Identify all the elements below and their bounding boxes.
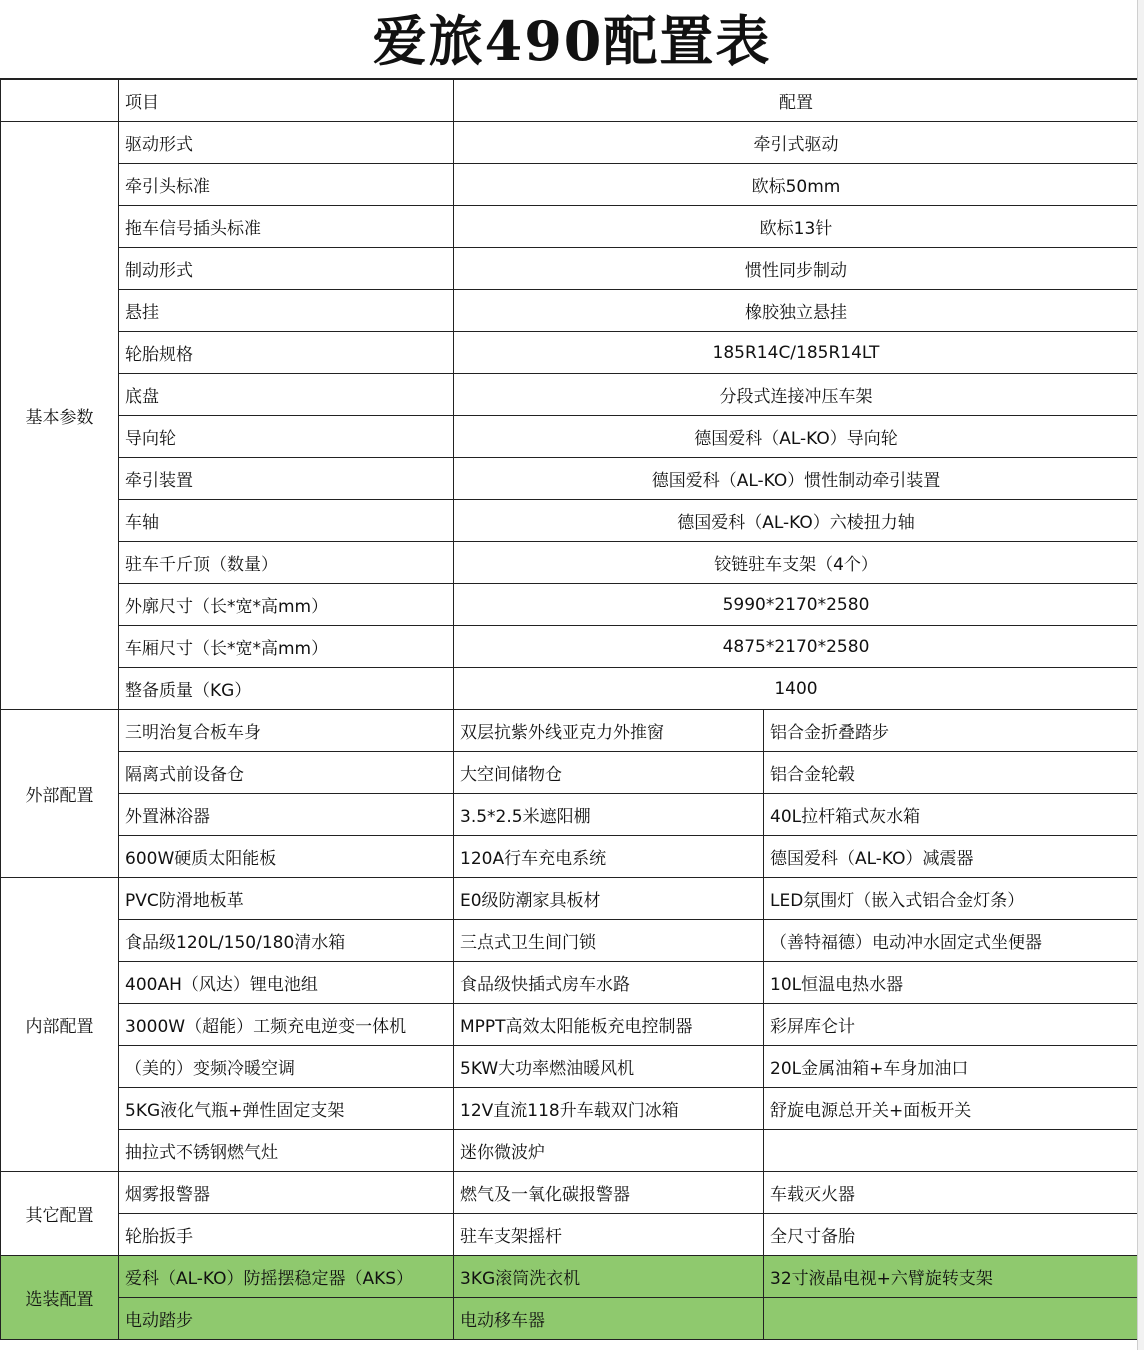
basic-row — [1, 374, 1139, 416]
feature-cell: 驻车支架摇杆 — [454, 1214, 764, 1256]
header-row — [1, 80, 1139, 122]
value-cell: 欧标13针 — [454, 206, 1139, 248]
feature-cell: 食品级快插式房车水路 — [454, 962, 764, 1004]
interior-row — [1, 920, 1139, 962]
value-cell: 德国爱科（AL-KO）惯性制动牵引装置 — [454, 458, 1139, 500]
interior-row — [1, 878, 1139, 920]
feature-cell: 三点式卫生间门锁 — [454, 920, 764, 962]
other-row — [1, 1172, 1139, 1214]
item-cell: 导向轮 — [119, 416, 454, 458]
feature-cell: 12V直流118升车载双门冰箱 — [454, 1088, 764, 1130]
feature-cell: LED氛围灯（嵌入式铝合金灯条） — [764, 878, 1139, 920]
exterior-row — [1, 836, 1139, 878]
feature-cell: 铝合金轮毂 — [764, 752, 1139, 794]
item-cell: 制动形式 — [119, 248, 454, 290]
item-cell: 外廓尺寸（长*宽*高mm） — [119, 584, 454, 626]
value-cell: 铰链驻车支架（4个） — [454, 542, 1139, 584]
interior-row — [1, 962, 1139, 1004]
basic-row — [1, 332, 1139, 374]
feature-cell: 彩屏库仑计 — [764, 1004, 1139, 1046]
group-label-interior: 内部配置 — [1, 878, 119, 1172]
feature-cell: PVC防滑地板革 — [119, 878, 454, 920]
feature-cell: 迷你微波炉 — [454, 1130, 764, 1172]
feature-cell: （美的）变频冷暖空调 — [119, 1046, 454, 1088]
feature-cell: 3.5*2.5米遮阳棚 — [454, 794, 764, 836]
group-label-basic: 基本参数 — [1, 122, 119, 710]
window-edge — [1137, 0, 1144, 1350]
feature-cell — [764, 1298, 1139, 1340]
value-cell: 牵引式驱动 — [454, 122, 1139, 164]
exterior-row — [1, 752, 1139, 794]
item-cell: 拖车信号插头标准 — [119, 206, 454, 248]
value-cell: 德国爱科（AL-KO）六棱扭力轴 — [454, 500, 1139, 542]
basic-row — [1, 458, 1139, 500]
group-label-exterior: 外部配置 — [1, 710, 119, 878]
header-blank-cell — [1, 80, 119, 122]
basic-row — [1, 584, 1139, 626]
item-cell: 驻车千斤顶（数量） — [119, 542, 454, 584]
basic-row — [1, 164, 1139, 206]
feature-cell: 3000W（超能）工频充电逆变一体机 — [119, 1004, 454, 1046]
feature-cell: 5KW大功率燃油暖风机 — [454, 1046, 764, 1088]
feature-cell: 600W硬质太阳能板 — [119, 836, 454, 878]
feature-cell — [764, 1130, 1139, 1172]
item-cell: 车轴 — [119, 500, 454, 542]
spec-table — [0, 79, 1139, 1340]
exterior-row — [1, 710, 1139, 752]
item-cell: 轮胎规格 — [119, 332, 454, 374]
value-cell: 1400 — [454, 668, 1139, 710]
basic-row — [1, 500, 1139, 542]
group-label-other: 其它配置 — [1, 1172, 119, 1256]
basic-row — [1, 248, 1139, 290]
item-cell: 车厢尺寸（长*宽*高mm） — [119, 626, 454, 668]
feature-cell: 三明治复合板车身 — [119, 710, 454, 752]
basic-row — [1, 668, 1139, 710]
value-cell: 惯性同步制动 — [454, 248, 1139, 290]
optional-row — [1, 1298, 1139, 1340]
basic-row — [1, 626, 1139, 668]
item-cell: 牵引头标准 — [119, 164, 454, 206]
other-row — [1, 1214, 1139, 1256]
item-cell: 牵引装置 — [119, 458, 454, 500]
feature-cell: E0级防潮家具板材 — [454, 878, 764, 920]
value-cell: 分段式连接冲压车架 — [454, 374, 1139, 416]
feature-cell: 3KG滚筒洗衣机 — [454, 1256, 764, 1298]
feature-cell: 电动移车器 — [454, 1298, 764, 1340]
item-cell: 整备质量（KG） — [119, 668, 454, 710]
feature-cell: 5KG液化气瓶+弹性固定支架 — [119, 1088, 454, 1130]
feature-cell: 烟雾报警器 — [119, 1172, 454, 1214]
page-title: 爱旅490配置表 — [0, 0, 1144, 79]
value-cell: 4875*2170*2580 — [454, 626, 1139, 668]
item-cell: 悬挂 — [119, 290, 454, 332]
feature-cell: 20L金属油箱+车身加油口 — [764, 1046, 1139, 1088]
exterior-row — [1, 794, 1139, 836]
basic-row — [1, 542, 1139, 584]
interior-row — [1, 1046, 1139, 1088]
feature-cell: 抽拉式不锈钢燃气灶 — [119, 1130, 454, 1172]
basic-row — [1, 290, 1139, 332]
feature-cell: 全尺寸备胎 — [764, 1214, 1139, 1256]
feature-cell: 10L恒温电热水器 — [764, 962, 1139, 1004]
feature-cell: 400AH（风达）锂电池组 — [119, 962, 454, 1004]
feature-cell: 40L拉杆箱式灰水箱 — [764, 794, 1139, 836]
interior-row — [1, 1004, 1139, 1046]
feature-cell: 车载灭火器 — [764, 1172, 1139, 1214]
feature-cell: 隔离式前设备仓 — [119, 752, 454, 794]
interior-row — [1, 1130, 1139, 1172]
feature-cell: 爱科（AL-KO）防摇摆稳定器（AKS） — [119, 1256, 454, 1298]
basic-row — [1, 122, 1139, 164]
feature-cell: 轮胎扳手 — [119, 1214, 454, 1256]
feature-cell: 120A行车充电系统 — [454, 836, 764, 878]
feature-cell: 食品级120L/150/180清水箱 — [119, 920, 454, 962]
feature-cell: 舒旋电源总开关+面板开关 — [764, 1088, 1139, 1130]
header-config-cell: 配置 — [454, 80, 1139, 122]
item-cell: 驱动形式 — [119, 122, 454, 164]
feature-cell: 电动踏步 — [119, 1298, 454, 1340]
interior-row — [1, 1088, 1139, 1130]
item-cell: 底盘 — [119, 374, 454, 416]
value-cell: 欧标50mm — [454, 164, 1139, 206]
value-cell: 185R14C/185R14LT — [454, 332, 1139, 374]
optional-row — [1, 1256, 1139, 1298]
value-cell: 德国爱科（AL-KO）导向轮 — [454, 416, 1139, 458]
value-cell: 橡胶独立悬挂 — [454, 290, 1139, 332]
basic-row — [1, 416, 1139, 458]
feature-cell: 大空间储物仓 — [454, 752, 764, 794]
feature-cell: 外置淋浴器 — [119, 794, 454, 836]
group-label-optional: 选装配置 — [1, 1256, 119, 1340]
feature-cell: 双层抗紫外线亚克力外推窗 — [454, 710, 764, 752]
feature-cell: 铝合金折叠踏步 — [764, 710, 1139, 752]
basic-row — [1, 206, 1139, 248]
feature-cell: MPPT高效太阳能板充电控制器 — [454, 1004, 764, 1046]
spec-table-body — [1, 80, 1139, 1340]
feature-cell: 燃气及一氧化碳报警器 — [454, 1172, 764, 1214]
header-item-cell: 项目 — [119, 80, 454, 122]
value-cell: 5990*2170*2580 — [454, 584, 1139, 626]
feature-cell: 德国爱科（AL-KO）减震器 — [764, 836, 1139, 878]
feature-cell: （善特福德）电动冲水固定式坐便器 — [764, 920, 1139, 962]
feature-cell: 32寸液晶电视+六臂旋转支架 — [764, 1256, 1139, 1298]
